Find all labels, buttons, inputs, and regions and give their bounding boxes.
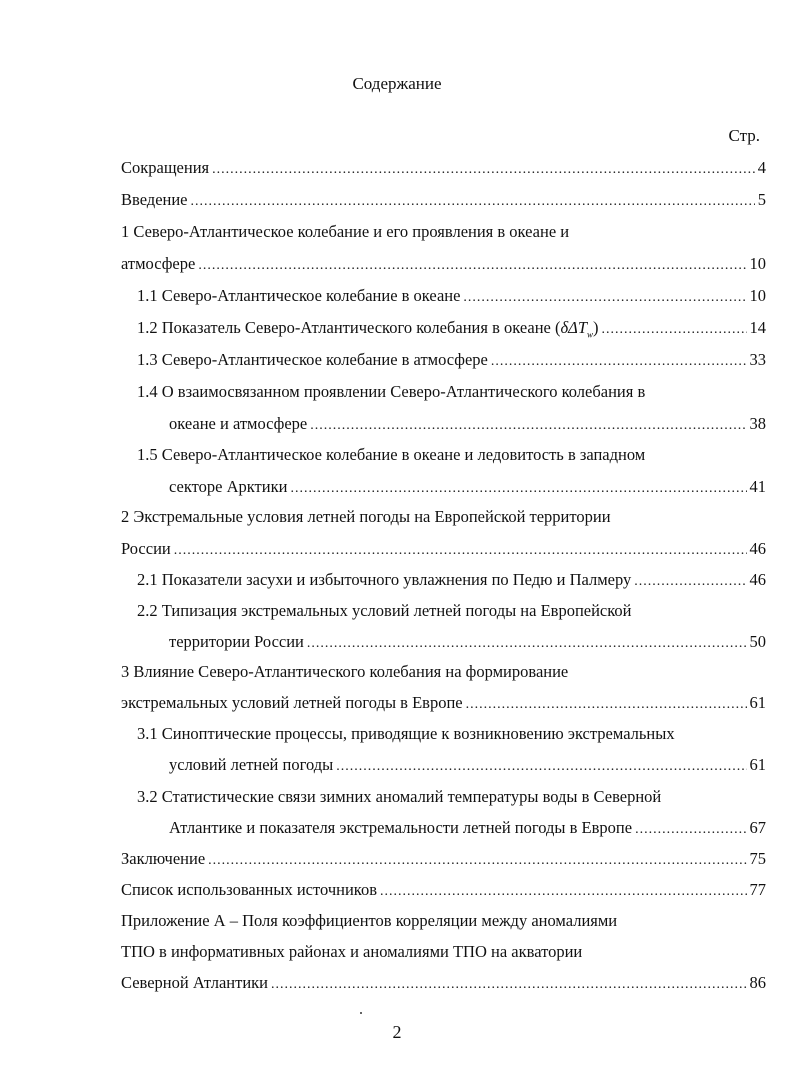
toc-entry-section-2-2[interactable] [169, 630, 766, 656]
toc-page-number: 5 [757, 190, 766, 209]
toc-entry-chapter3[interactable] [121, 691, 766, 717]
toc-entry-label: океане и атмосфере [169, 414, 308, 433]
toc-entry-label: территории России [169, 632, 304, 651]
toc-entry-section-1-4[interactable] [169, 412, 766, 438]
toc-page-number: 61 [749, 693, 766, 712]
toc-page-number: 33 [749, 350, 766, 369]
toc-entry-section-1-5[interactable] [169, 475, 766, 501]
dot-leader [307, 632, 747, 656]
toc-entry-section-2-2-line1[interactable]: 2.2 Типизация экстремальных условий летней погоды на Европейской [137, 601, 632, 620]
dot-leader [336, 755, 746, 779]
toc-entry-section-1-4-line1[interactable]: 1.4 О взаимосвязанном проявлении Северо-Атлантического колебания в [137, 382, 646, 401]
toc-entry-appendix-line1[interactable]: Приложение А – Поля коэффициентов корреляции между аномалиями [121, 911, 618, 930]
toc-entry-chapter1-line1[interactable]: 1 Северо-Атлантическое колебание и его проявления в океане и [121, 222, 570, 241]
toc-page-number: 10 [749, 286, 766, 305]
page-title: Содержание [352, 74, 442, 93]
toc-entry-section-3-2-line1[interactable]: 3.2 Статистические связи зимних аномалий температуры воды в Северной [137, 787, 662, 806]
dot-leader [380, 880, 747, 904]
toc-entry-section-1-5-line1[interactable]: 1.5 Северо-Атлантическое колебание в океане и ледовитость в западном [137, 445, 646, 464]
toc-entry-label: секторе Арктики [169, 477, 288, 496]
toc-entry-sources[interactable] [121, 878, 766, 904]
toc-entry-conclusion[interactable] [121, 847, 766, 873]
toc-page-number: 61 [749, 755, 766, 774]
toc-entry-section-2-1[interactable] [137, 568, 766, 594]
formula-main: δΔT [560, 318, 588, 337]
toc-entry-section-3-1-line1[interactable]: 3.1 Синоптические процессы, приводящие к возникновению экстремальных [137, 724, 675, 743]
toc-entry-introduction[interactable] [121, 188, 766, 214]
toc-entry-chapter2[interactable] [121, 537, 766, 563]
dot-leader [602, 318, 747, 342]
dot-leader [174, 539, 747, 563]
page-number: 2 [392, 1022, 402, 1042]
toc-entry-label: Список использованных источников [121, 880, 377, 899]
toc-entry-label: Заключение [121, 849, 206, 868]
toc-page-number: 86 [749, 973, 766, 992]
toc-entry-appendix-line2[interactable]: ТПО в информативных районах и аномалиями ТПО на акватории [121, 942, 583, 961]
toc-entry-chapter2-line1[interactable]: 2 Экстремальные условия летней погоды на Европейской территории [121, 507, 611, 526]
toc-entry-label: условий летней погоды [169, 755, 334, 774]
toc-page-number: 50 [749, 632, 766, 651]
toc-entry-section-1-1[interactable] [137, 284, 766, 310]
dot-leader [198, 254, 746, 278]
toc-page-number: 41 [749, 477, 766, 496]
toc-entry-abbreviations[interactable] [121, 156, 766, 182]
toc-page-number: 67 [749, 818, 766, 837]
dot-leader [271, 973, 746, 997]
toc-page-number: 77 [749, 880, 766, 899]
toc-entry-chapter3-line1[interactable]: 3 Влияние Северо-Атлантического колебания на формирование [121, 662, 569, 681]
toc-entry-chapter1[interactable] [121, 252, 766, 278]
toc-page-number: 46 [749, 570, 766, 589]
dot-leader [463, 286, 746, 310]
toc-page-number: 46 [749, 539, 766, 558]
toc-entry-label: Сокращения [121, 158, 210, 177]
dot-leader [635, 818, 746, 842]
toc-entry-label-text: 1.2 Показатель Северо-Атлантического колебания в океане ( [137, 318, 561, 337]
toc-entry-label: Атлантике и показателя экстремальности летней погоды в Европе [169, 818, 633, 837]
toc-entry-appendix[interactable] [121, 971, 766, 997]
toc-entry-label: 2.1 Показатели засухи и избыточного увлажнения по Педю и Палмеру [137, 570, 632, 589]
toc-entry-section-3-1[interactable] [169, 753, 766, 779]
toc-entry-label: экстремальных условий летней погоды в Европе [121, 693, 463, 712]
toc-page-number: 38 [749, 414, 766, 433]
toc-page-number: 14 [749, 318, 766, 337]
dot-leader [310, 414, 746, 438]
toc-entry-label: 1.1 Северо-Атлантическое колебание в океане [137, 286, 461, 305]
dot-leader [212, 158, 755, 182]
dot-leader [191, 190, 755, 214]
toc-entry-label: России [121, 539, 171, 558]
scan-speck [360, 1012, 362, 1014]
dot-leader [466, 693, 747, 717]
dot-leader [290, 477, 746, 501]
toc-entry-section-1-2[interactable] [137, 316, 766, 346]
toc-page-number: 75 [749, 849, 766, 868]
toc-page-number: 4 [757, 158, 766, 177]
dot-leader [634, 570, 746, 594]
toc-entry-section-3-2[interactable] [169, 816, 766, 842]
toc-entry-label [137, 316, 599, 346]
dot-leader [491, 350, 747, 374]
dot-leader [208, 849, 746, 873]
toc-entry-section-1-3[interactable] [137, 348, 766, 374]
toc-entry-label: атмосфере [121, 254, 196, 273]
toc-entry-label: 1.3 Северо-Атлантическое колебание в атмосфере [137, 350, 488, 369]
formula-subscript: w [587, 329, 594, 340]
page-column-header: Стр. [728, 126, 760, 145]
toc-entry-label: Введение [121, 190, 188, 209]
toc-entry-label: Северной Атлантики [121, 973, 269, 992]
toc-page-number: 10 [749, 254, 766, 273]
formula-delta-tw [560, 318, 594, 340]
toc-entry-label-close: ) [593, 318, 599, 337]
